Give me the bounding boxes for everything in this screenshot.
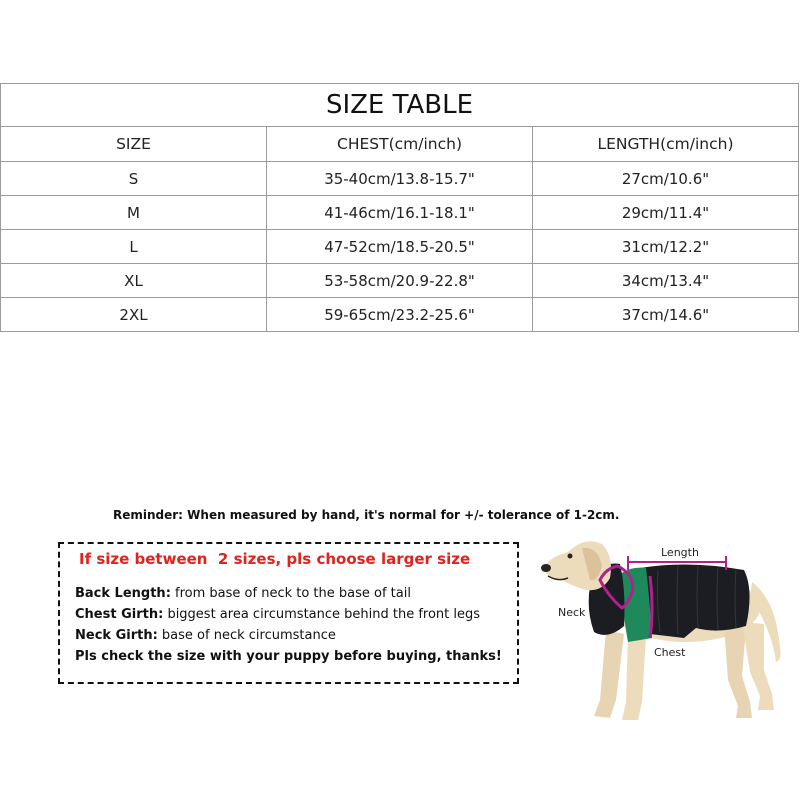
dog-measurement-figure (528, 530, 800, 730)
chest-cell: 53-58cm/20.9-22.8" (267, 264, 533, 298)
neck-girth-line (75, 625, 502, 646)
header-chest: CHEST(cm/inch) (267, 127, 533, 162)
header-length: LENGTH(cm/inch) (533, 127, 799, 162)
size-table (0, 83, 799, 332)
size-cell: S (1, 162, 267, 196)
chest-label: Chest (654, 646, 686, 659)
length-cell: 34cm/13.4" (533, 264, 799, 298)
dog-front-leg-right (622, 634, 646, 720)
final-note: Pls check the size with your puppy before buying, thanks! (75, 649, 502, 664)
dog-nose (541, 564, 551, 572)
dog-front-leg-left (594, 630, 624, 718)
size-notice-box (58, 542, 519, 684)
chest-cell: 35-40cm/13.8-15.7" (267, 162, 533, 196)
length-cell: 37cm/14.6" (533, 298, 799, 332)
table-title: SIZE TABLE (1, 84, 799, 127)
dog-illustration (528, 530, 800, 730)
table-header-row (1, 127, 799, 162)
neck-label: Neck (558, 606, 586, 619)
header-size: SIZE (1, 127, 267, 162)
size-cell: XL (1, 264, 267, 298)
size-cell: L (1, 230, 267, 264)
chest-girth-label: Chest Girth: (75, 607, 164, 622)
neck-girth-text: base of neck circumstance (161, 628, 336, 643)
chest-cell: 59-65cm/23.2-25.6" (267, 298, 533, 332)
back-length-text: from base of neck to the base of tail (175, 586, 411, 601)
notice-headline: If size between 2 sizes, pls choose larger size (79, 550, 471, 568)
measurement-reminder: Reminder: When measured by hand, it's normal for +/- tolerance of 1-2cm. (113, 508, 620, 522)
coat-body (640, 564, 750, 638)
chest-cell: 47-52cm/18.5-20.5" (267, 230, 533, 264)
size-cell: 2XL (1, 298, 267, 332)
notice-lines (75, 583, 502, 667)
chest-girth-line (75, 604, 502, 625)
final-note-line (75, 646, 502, 667)
length-cell: 31cm/12.2" (533, 230, 799, 264)
length-cell: 27cm/10.6" (533, 162, 799, 196)
chest-girth-text: biggest area circumstance behind the front legs (167, 607, 481, 622)
dog-eye (568, 554, 573, 559)
table-row (1, 196, 799, 230)
length-cell: 29cm/11.4" (533, 196, 799, 230)
table-row (1, 264, 799, 298)
length-label: Length (661, 546, 699, 559)
back-length-label: Back Length: (75, 586, 171, 601)
table-row (1, 230, 799, 264)
table-row (1, 298, 799, 332)
back-length-line (75, 583, 502, 604)
table-row (1, 162, 799, 196)
chest-cell: 41-46cm/16.1-18.1" (267, 196, 533, 230)
neck-girth-label: Neck Girth: (75, 628, 158, 643)
size-cell: M (1, 196, 267, 230)
